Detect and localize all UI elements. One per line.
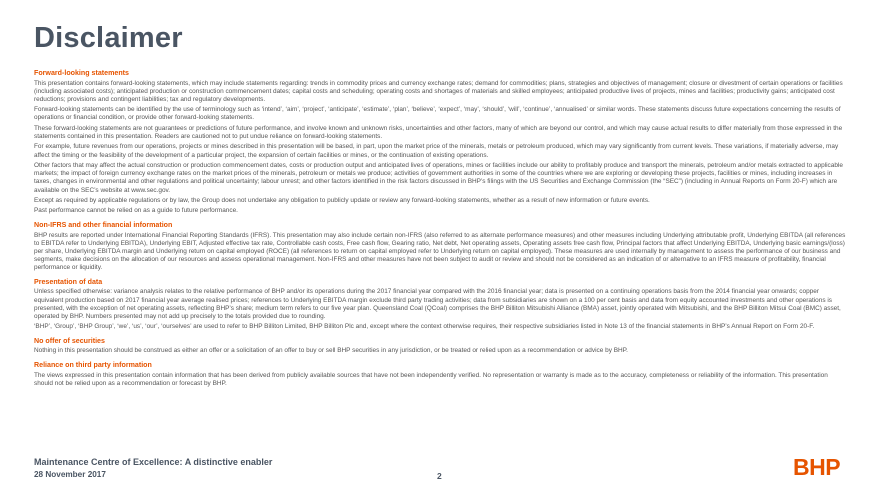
page-title: Disclaimer bbox=[34, 22, 183, 54]
paragraph: This presentation contains forward-looking statements, which may include statements regarding: trends in commodity prices and currency exchange rates; demand for commodities; plans, strategies and objectives of management; closure or divestment of certain operations or facilities (including associated costs); anticipated production or construction commencement dates; capital costs and scheduling; operating costs and shortages of materials and skilled employees; anticipated productive lives of projects, mines and facilities; productivity gains; anticipated cost reductions; provisions and contingent liabilities; tax and regulatory developments. bbox=[34, 79, 843, 103]
section-non-ifrs bbox=[34, 221, 846, 272]
paragraph: Other factors that may affect the actual construction or production commencement dates, costs or production output and anticipated lives of operations, mines or facilities include our ability to profitably produce and transport the minerals, petroleum and/or metals extracted to applicable markets; the impact of foreign currency exchange rates on the market prices of the minerals, petroleum or metals we produce; activities of government authorities in some of the countries where we are exploring or developing these projects, facilities or mines, including increases in taxes, changes in environmental and other regulations and political uncertainty; labour unrest; and other factors identified in the risk factors discussed in BHP’s filings with the US Securities and Exchange Commission (the “SEC”) (including in Annual Reports on Form 20-F) which are available on the SEC’s website at www.sec.gov. bbox=[34, 162, 843, 194]
section-forward-looking bbox=[34, 69, 846, 216]
section-heading: Presentation of data bbox=[34, 277, 103, 286]
section-heading: Forward-looking statements bbox=[34, 69, 129, 77]
footer-title: Maintenance Centre of Excellence: A distinctive enabler bbox=[34, 457, 273, 467]
section-heading: No offer of securities bbox=[34, 336, 105, 345]
bhp-logo: BHP bbox=[793, 454, 841, 480]
paragraph: Unless specified otherwise: variance analysis relates to the relative performance of BHP and/or its operations during the 2017 financial year compared with the 2016 financial year; data is presented on a continuing operations basis from the 2014 financial year onwards; copper equivalent production based on 2017 financial year average realised prices; references to Underlying EBITDA margin exclude third party trading activities; data from subsidiaries are shown on a 100 per cent basis and data from equity accounted investments and other operations is presented, with the exception of net operating assets, reflecting BHP’s share; medium term refers to our five year plan. Queensland Coal (QCoal) comprises the BHP Billiton Mitsubishi Alliance (BMA) asset, jointly operated with Mitsubishi, and the BHP Billiton Mitsui Coal (BMC) asset, operated by BHP. Numbers presented may not add up precisely to the totals provided due to rounding. bbox=[34, 288, 841, 320]
paragraph: Forward-looking statements can be identified by the use of terminology such as ‘intend’, ‘aim’, ‘project’, ‘anticipate’, ‘estimate’, ‘plan’, ‘believe’, ‘expect’, ‘may’, ‘should’, ‘will’, ‘continue’, ‘annualised’ or similar words. These statements discuss future expectations concerning the results of operations or financial condition, or provide other forward-looking statements. bbox=[34, 106, 841, 122]
disclaimer-content bbox=[34, 69, 846, 393]
section-heading: Reliance on third party information bbox=[34, 361, 152, 370]
paragraph: These forward-looking statements are not guarantees or predictions of future performance, and involve known and unknown risks, uncertainties and other factors, many of which are beyond our control, and which may cause actual results to differ materially from those expressed in the statements contained in this presentation. Readers are cautioned not to put undue reliance on forward-looking statements. bbox=[34, 124, 843, 141]
paragraph: For example, future revenues from our operations, projects or mines described in this presentation will be based, in part, upon the market price of the minerals, metals or petroleum produced, which may vary significantly from current levels. These variations, if materially adverse, may affect the timing or the feasibility of the development of a particular project, the expansion of certain facilities or mines, or the continuation of existing operations. bbox=[34, 143, 839, 159]
paragraph: Past performance cannot be relied on as a guide to future performance. bbox=[34, 207, 238, 215]
section-presentation-of-data bbox=[34, 278, 846, 332]
section-heading: Non-IFRS and other financial information bbox=[34, 221, 173, 230]
paragraph: Except as required by applicable regulations or by law, the Group does not undertake any obligation to publicly update or review any forward-looking statements, whether as a result of new information or future events. bbox=[34, 197, 650, 205]
section-third-party bbox=[34, 361, 846, 388]
section-no-offer bbox=[34, 337, 846, 356]
footer-date: 28 November 2017 bbox=[34, 470, 106, 479]
paragraph: Nothing in this presentation should be construed as either an offer or a solicitation of an offer to buy or sell BHP securities in any jurisdiction, or be treated or relied upon as a recommendation or advice by BHP. bbox=[34, 347, 628, 355]
paragraph: BHP results are reported under International Financial Reporting Standards (IFRS). This presentation may also include certain non-IFRS (also referred to as alternate performance measures) and other measures including Underlying attributable profit, Underlying EBITDA (all references to EBITDA refer to Underlying EBITDA), Underlying EBIT, Adjusted effective tax rate, Controllable cash costs, Free cash flow, Gearing ratio, Net debt, Net operating assets, Operating assets free cash flow, Principal factors that affect Underlying EBITDA, Underlying basic earnings/(loss) per share, Underlying EBITDA margin and Underlying return on capital employed (ROCE) (all references to return on capital employed refer to Underlying return on capital employed). These measures are used internally by management to assess the performance of our business and segments, make decisions on the allocation of our resources and assess operational management. Non-IFRS and other measures have not been subject to audit or review and should not be considered as an indication of or alternative to an IFRS measure of profitability, financial performance or liquidity. bbox=[34, 231, 846, 272]
page-number: 2 bbox=[437, 471, 442, 481]
paragraph: The views expressed in this presentation contain information that has been derived from publicly available sources that have not been independently verified. No representation or warranty is made as to the accuracy, completeness or reliability of the information. This presentation should not be relied upon as a recommendation or forecast by BHP. bbox=[34, 371, 828, 387]
paragraph: ‘BHP’, ‘Group’, ‘BHP Group’, ‘we’, ‘us’, ‘our’, ‘ourselves’ are used to refer to BHP Billiton Limited, BHP Billiton Plc and, except where the context otherwise requires, their respective subsidiaries listed in Note 13 of the financial statements in BHP’s Annual Report on Form 20-F. bbox=[34, 323, 815, 331]
